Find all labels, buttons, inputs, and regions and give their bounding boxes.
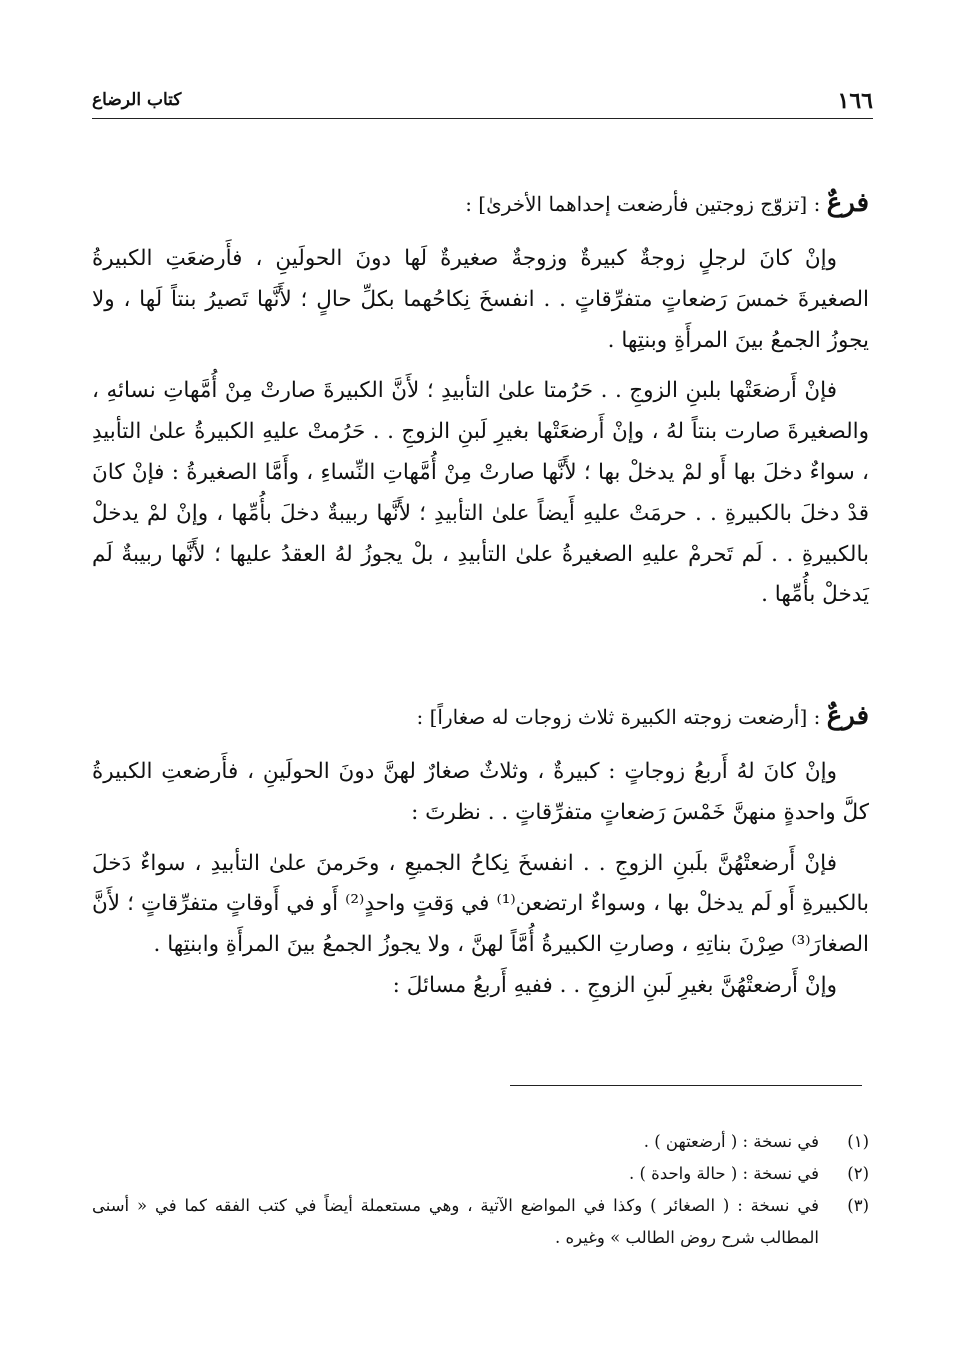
section-heading <box>92 188 869 219</box>
heading-title: : [تزوّج زوجتين فأرضعت إحداهما الأخرىٰ] : <box>465 192 827 216</box>
paragraph: فإنْ أَرضعَتْها بلبنِ الزوجِ . . حَرُمتا علىٰ التأبيدِ ؛ لأَنَّ الكبيرةَ صارتْ مِنْ أُمَّهاتِ نسائهِ ، والصغيرةَ صارت بنتاً لهُ ، وإنْ أَرضعَتْها بغيرِ لَبنِ الزوجِ . . حَرُمتْ عليهِ الكبيرةُ علىٰ التأبيدِ ، سواءٌ دخلَ بها أَو لمْ يدخلْ بها ؛ لأَنَّها صارتْ مِنْ أُمَّهاتِ النِّساءِ ، وأَمَّا الصغيرةُ : فإنْ كانَ قدْ دخلَ بالكبيرةِ . . حرمَتْ عليهِ أَيضاً علىٰ التأبيدِ ؛ لأَنَّها ربيبةٌ دخلَ بأُمِّها ، وإنْ لمْ يدخلْ بالكبيرةِ . . لَم تَحرمْ عليهِ الصغيرةُ علىٰ التأبيدِ ، بلْ يجوزُ لهُ العقدُ عليها ؛ لأَنَّها ربيبةٌ لَم يَدخلْ بأُمِّها . <box>92 378 869 608</box>
section-1 <box>92 188 869 616</box>
section-2 <box>92 701 869 1007</box>
footnote-number: (١) <box>847 1132 869 1151</box>
footnote-separator <box>510 1085 862 1086</box>
page-number: ١٦٦ <box>837 88 873 114</box>
footnote-item <box>92 1158 869 1190</box>
paragraph: فإنْ أَرضعتْهُنَّ بلَبنِ الزوجِ . . انفسخَ نِكاحُ الجميعِ ، وحَرمنَ علىٰ التأبيدِ ، سواءٌ دَخلَ بالكبيرةِ أَو لَم يدخلْ بها ، وسواءٌ ارتضعن⁽¹⁾ في وَقتٍ واحدٍ⁽²⁾ أَو في أَوقاتٍ متفرِّقاتٍ ؛ لأَنَّ الصغارَ⁽³⁾ صِرْنَ بناتِهِ ، وصارتِ الكبيرةُ أُمَّاً لهنَّ ، ولا يجوزُ الجمعُ بينَ المرأَةِ وابنتِها . <box>92 850 870 958</box>
footnote-number: (٢) <box>847 1164 869 1183</box>
far-label: فرعٌ <box>826 701 869 731</box>
section-heading <box>92 701 869 732</box>
footnote-text: في نسخة : ( حالة واحدة ) . <box>629 1164 819 1183</box>
heading-title: : [أرضعت زوجته الكبيرة ثلاث زوجات له صغاراً] : <box>416 705 827 729</box>
paragraph: وإنْ كانَ لرجلٍ زوجةٌ كبيرةٌ وزوجةٌ صغيرةٌ لَها دونَ الحولَينِ ، فأَرضعَتِ الكبيرةُ الصغيرةَ خمسَ رَضعاتٍ متفرِّقاتٍ . . انفسخَ نِكاحُهما بكلِّ حالٍ ؛ لأَنَّها تَصيرُ بنتاً لَها ، ولا يجوزُ الجمعُ بينَ المرأَةِ وبنتِها . <box>92 246 869 353</box>
footnotes <box>92 1126 869 1254</box>
footnote-text: في نسخة : ( الصغائر ) وكذا في المواضع الآتية ، وهي مستعملة أيضاً في كتب الفقه كما في « أسنى المطالب شرح روض الطالب » وغيره . <box>92 1196 819 1247</box>
book-title: كتاب الرضاع <box>92 90 182 110</box>
footnote-number: (٣) <box>847 1196 869 1215</box>
footnote-text: في نسخة : ( أرضعتهن ) . <box>643 1132 819 1151</box>
far-label: فرعٌ <box>826 188 869 218</box>
footnote-item <box>92 1126 869 1158</box>
paragraph: وإنْ أَرضعتْهُنَّ بغيرِ لَبنِ الزوجِ . . ففيهِ أَربعُ مسائلَ : <box>392 972 837 998</box>
footnote-item <box>92 1190 869 1254</box>
paragraph: وإنْ كانَ لهُ أَربعُ زوجاتٍ : كبيرةٌ ، وثلاثٌ صغارٌ لهنَّ دونَ الحولَينِ ، فأَرضعتِ الكبيرةُ كلَّ واحدةٍ منهنَّ خَمْسَ رَضعاتٍ متفرِّقاتٍ . . نظرتَ : <box>92 759 869 825</box>
page-header <box>92 88 873 119</box>
